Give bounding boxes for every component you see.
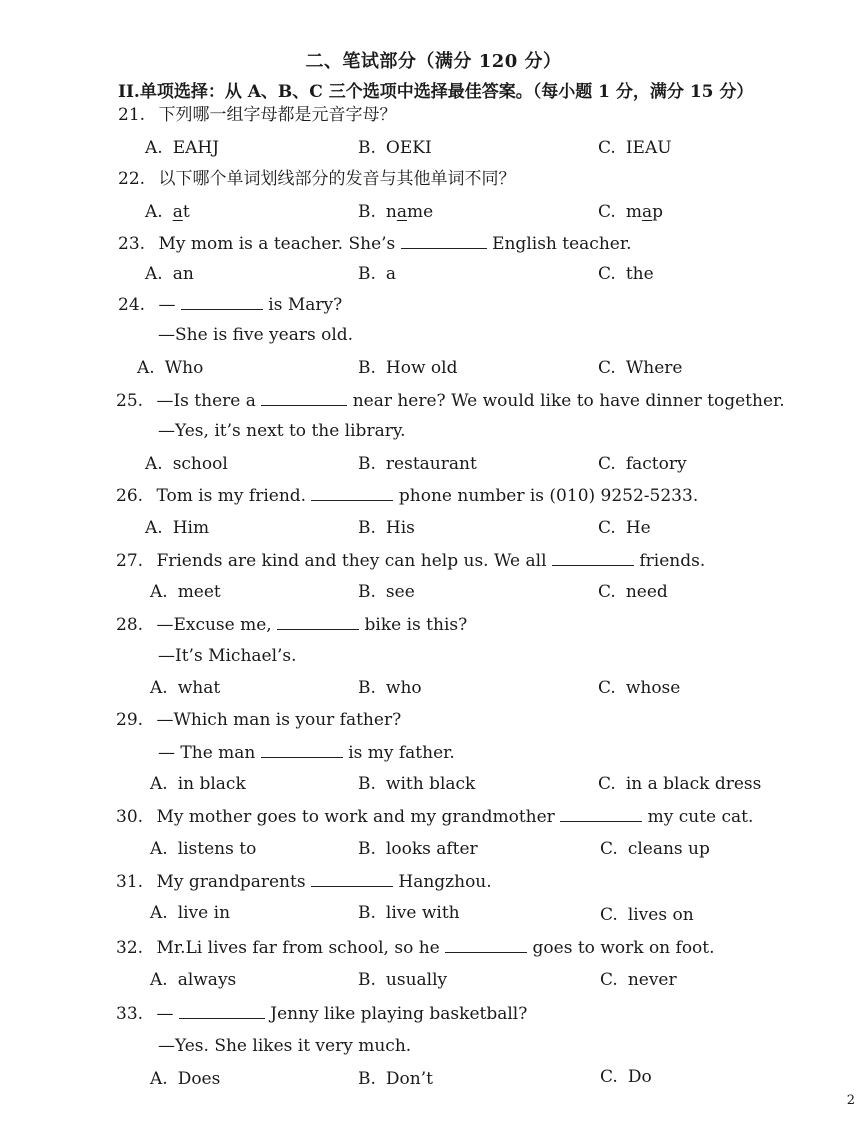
option-22-a[interactable]: A. at	[145, 202, 190, 222]
option-33-c[interactable]: C. Do	[600, 1067, 652, 1087]
option-28-b[interactable]: B. who	[358, 678, 422, 698]
option-26-b[interactable]: B. His	[358, 518, 415, 538]
question-29: 29. —Which man is your father?	[116, 710, 402, 730]
option-30-b[interactable]: B. looks after	[358, 839, 478, 859]
question-26: 26. Tom is my friend. phone number is (010) 9252-5233.	[116, 486, 699, 506]
option-30-c[interactable]: C. cleans up	[600, 839, 710, 859]
option-32-a[interactable]: A. always	[150, 970, 237, 990]
answer-blank[interactable]	[560, 805, 642, 822]
option-31-b[interactable]: B. live with	[358, 903, 460, 923]
option-33-b[interactable]: B. Don’t	[358, 1069, 433, 1089]
option-21-b[interactable]: B. OEKI	[358, 138, 432, 158]
option-33-a[interactable]: A. Does	[150, 1069, 221, 1089]
option-23-c[interactable]: C. the	[598, 264, 654, 284]
option-32-b[interactable]: B. usually	[358, 970, 448, 990]
question-23: 23. My mom is a teacher. She’s English teacher.	[118, 234, 632, 254]
answer-blank[interactable]	[401, 232, 487, 249]
option-24-b[interactable]: B. How old	[358, 358, 458, 378]
option-21-a[interactable]: A. EAHJ	[145, 138, 220, 158]
answer-blank[interactable]	[179, 1002, 265, 1019]
option-22-b[interactable]: B. name	[358, 202, 434, 222]
option-25-a[interactable]: A. school	[145, 454, 228, 474]
option-26-c[interactable]: C. He	[598, 518, 651, 538]
option-27-b[interactable]: B. see	[358, 582, 415, 602]
option-22-c[interactable]: C. map	[598, 202, 663, 222]
question-30: 30. My mother goes to work and my grandmother my cute cat.	[116, 807, 754, 827]
question-29-reply: — The man is my father.	[158, 743, 455, 763]
option-28-c[interactable]: C. whose	[598, 678, 681, 698]
answer-blank[interactable]	[261, 389, 347, 406]
question-27: 27. Friends are kind and they can help us. We all friends.	[116, 551, 706, 571]
option-31-a[interactable]: A. live in	[150, 903, 231, 923]
question-31: 31. My grandparents Hangzhou.	[116, 872, 492, 892]
question-33-reply: —Yes. She likes it very much.	[158, 1036, 412, 1056]
section-instruction: II.单项选择：从 A、B、C 三个选项中选择最佳答案。（每小题 1 分，满分 15 分）	[118, 82, 754, 102]
answer-blank[interactable]	[445, 936, 527, 953]
question-24-reply: —She is five years old.	[158, 325, 354, 345]
answer-blank[interactable]	[311, 870, 393, 887]
question-number: 21.	[118, 105, 146, 125]
question-32: 32. Mr.Li lives far from school, so he goes to work on foot.	[116, 938, 715, 958]
section-title: 二、笔试部分（满分 120 分）	[305, 51, 562, 72]
option-28-a[interactable]: A. what	[150, 678, 221, 698]
option-21-c[interactable]: C. IEAU	[598, 138, 672, 158]
option-25-b[interactable]: B. restaurant	[358, 454, 477, 474]
answer-blank[interactable]	[552, 549, 634, 566]
answer-blank[interactable]	[277, 613, 359, 630]
option-26-a[interactable]: A. Him	[145, 518, 210, 538]
option-24-a[interactable]: A. Who	[137, 358, 204, 378]
option-23-b[interactable]: B. a	[358, 264, 397, 284]
question-24: 24. — is Mary?	[118, 295, 343, 315]
question-21	[118, 104, 396, 126]
question-text: 下列哪一组字母都是元音字母？	[158, 105, 397, 125]
option-32-c[interactable]: C. never	[600, 970, 677, 990]
question-33: 33. — Jenny like playing basketball?	[116, 1004, 528, 1024]
option-25-c[interactable]: C. factory	[598, 454, 687, 474]
question-25: 25. —Is there a near here? We would like to have dinner together.	[116, 391, 785, 411]
question-28: 28. —Excuse me, bike is this?	[116, 615, 468, 635]
question-25-reply: —Yes, it’s next to the library.	[158, 421, 406, 441]
option-27-a[interactable]: A. meet	[150, 582, 221, 602]
option-29-c[interactable]: C. in a black dress	[598, 774, 762, 794]
question-22: 22. 以下哪个单词划线部分的发音与其他单词不同？	[118, 169, 516, 189]
option-31-c[interactable]: C. lives on	[600, 905, 694, 925]
option-29-a[interactable]: A. in black	[150, 774, 246, 794]
option-24-c[interactable]: C. Where	[598, 358, 683, 378]
option-27-c[interactable]: C. need	[598, 582, 668, 602]
option-23-a[interactable]: A. an	[145, 264, 194, 284]
page-number: 2	[846, 1093, 855, 1108]
option-30-a[interactable]: A. listens to	[150, 839, 257, 859]
answer-blank[interactable]	[261, 741, 343, 758]
option-29-b[interactable]: B. with black	[358, 774, 476, 794]
answer-blank[interactable]	[181, 293, 263, 310]
answer-blank[interactable]	[311, 484, 393, 501]
question-28-reply: —It’s Michael’s.	[158, 646, 297, 666]
